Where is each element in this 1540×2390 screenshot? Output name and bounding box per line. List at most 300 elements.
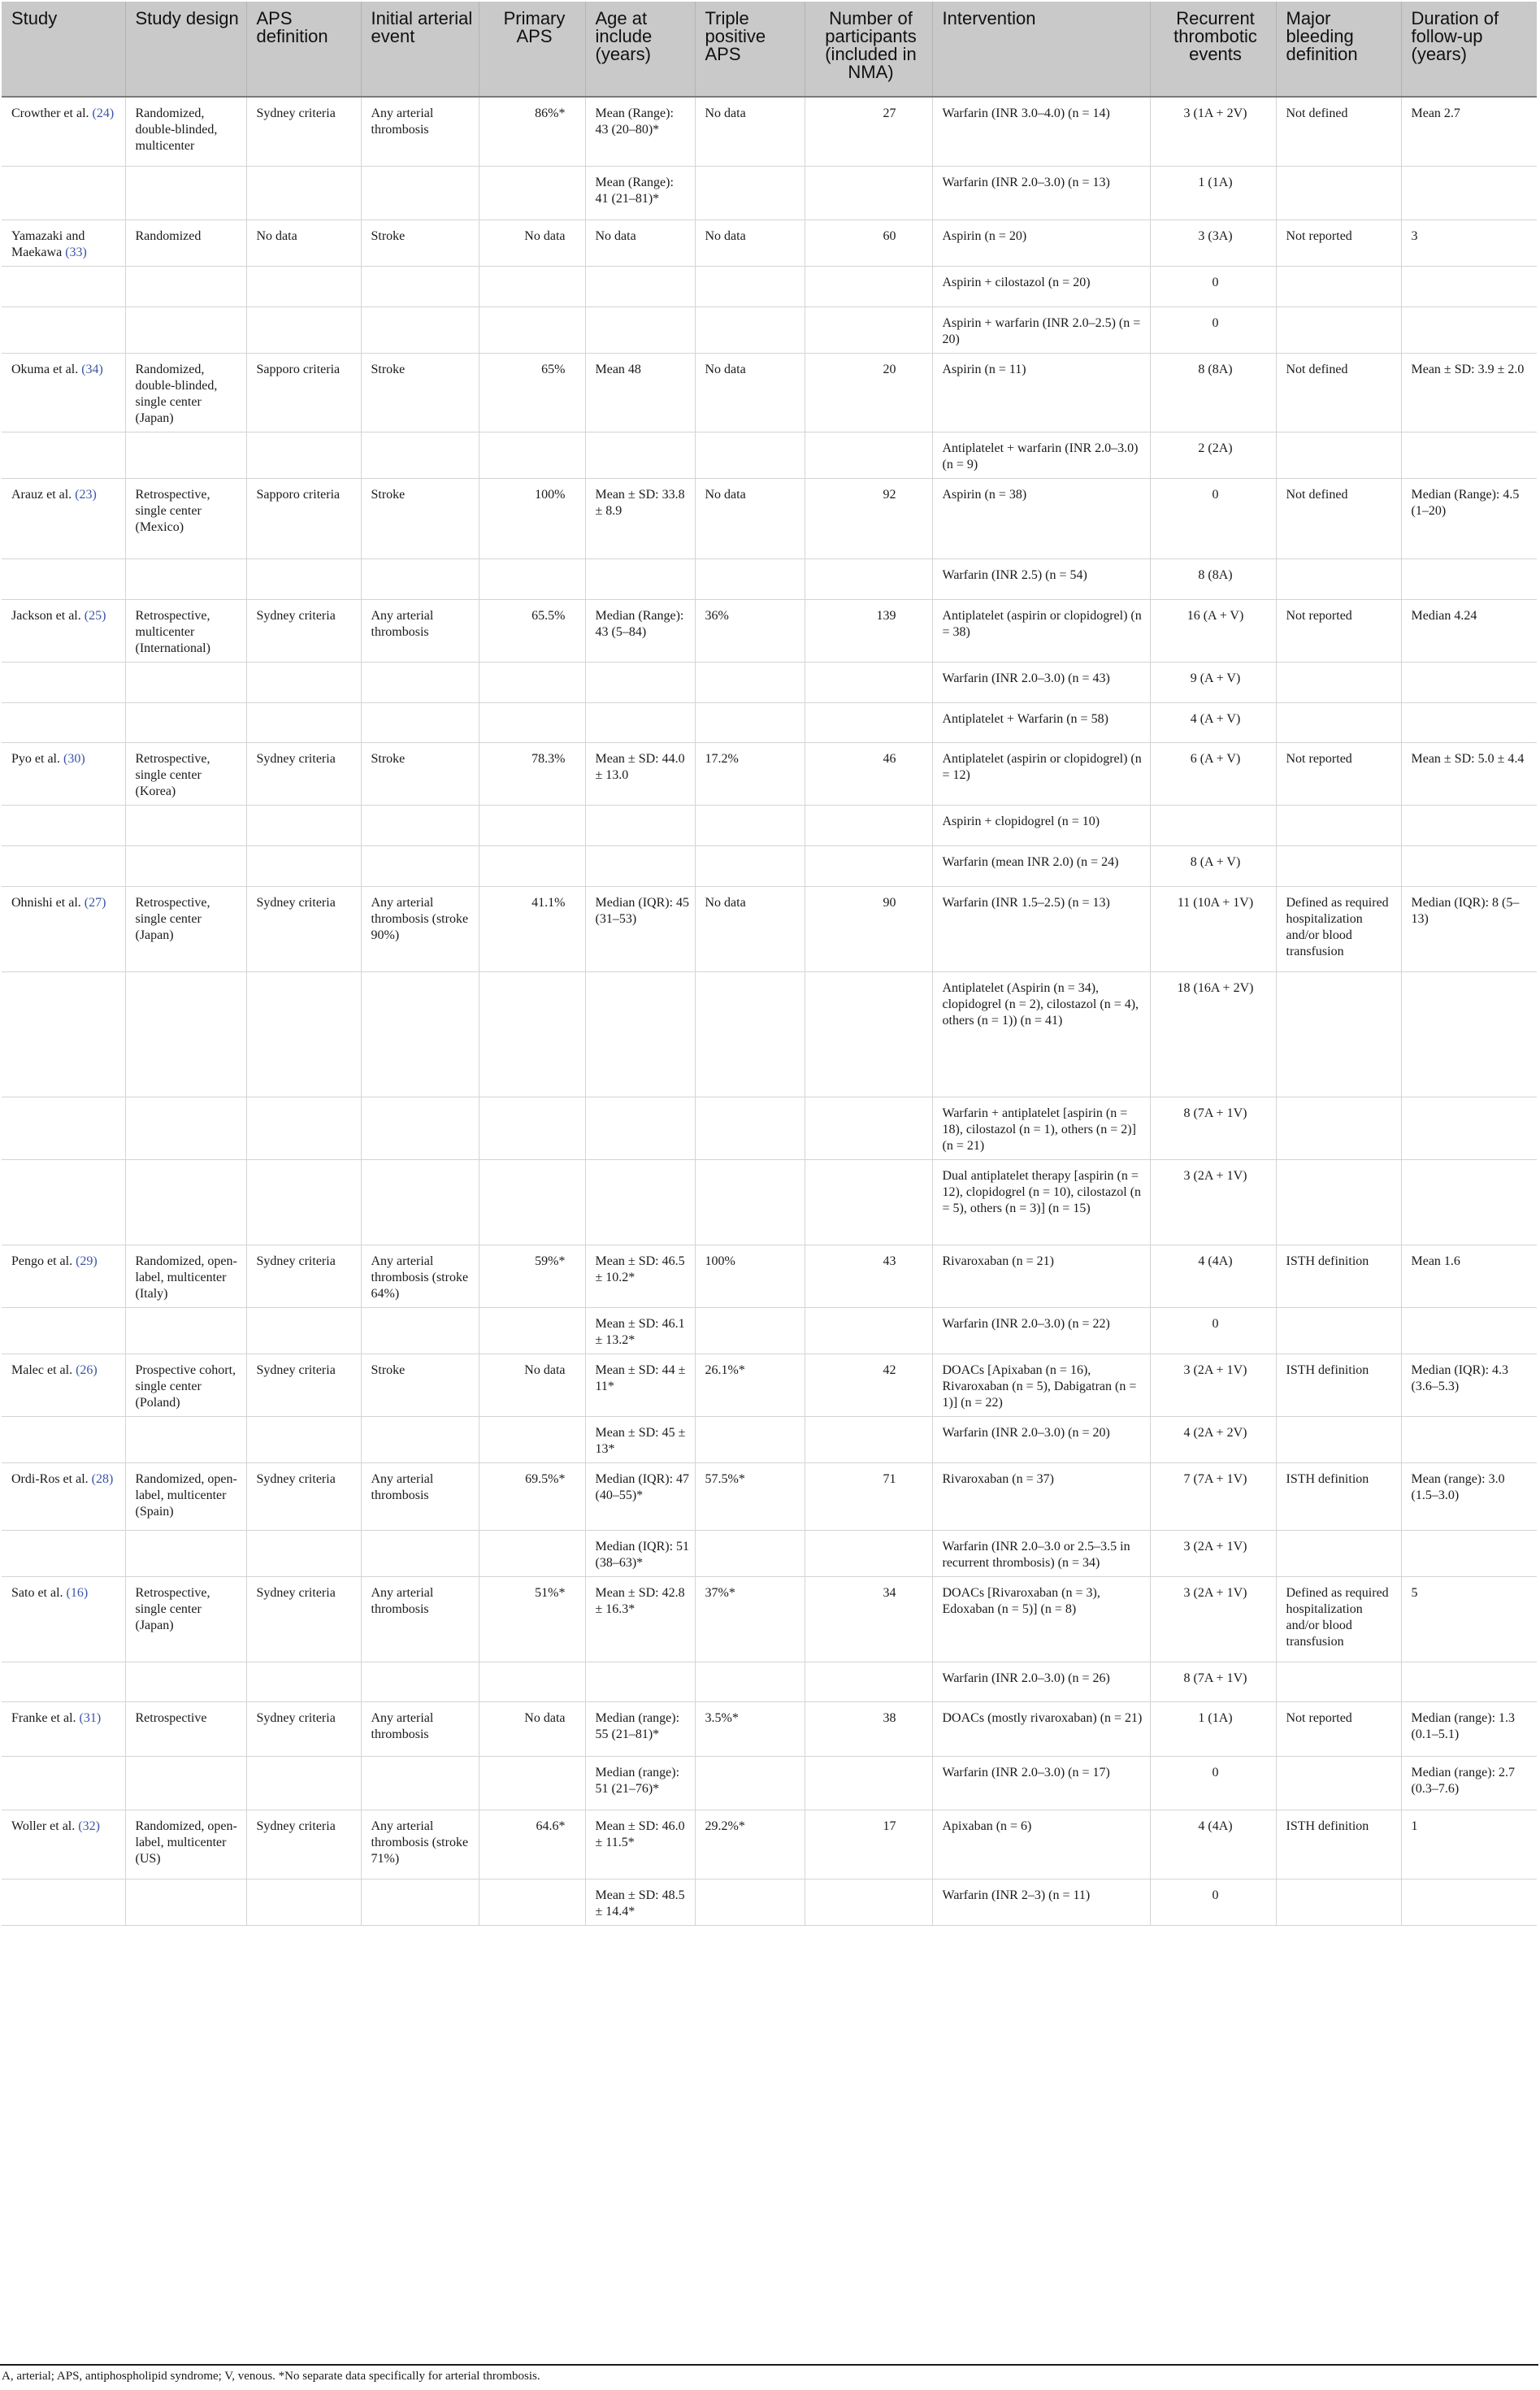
cell-triple: No data [695,886,805,971]
cell-n [805,971,932,1097]
cell-duration [1401,432,1537,478]
cell-apsdef: No data [246,220,361,267]
cell-triple: No data [695,478,805,558]
cell-recurrent: 1 (1A) [1150,167,1276,220]
cell-event: Any arterial thrombosis (stroke 64%) [361,1245,479,1307]
cell-triple [695,1160,805,1245]
cell-duration: Mean ± SD: 5.0 ± 4.4 [1401,743,1537,806]
cell-recurrent: 3 (1A + 2V) [1150,97,1276,167]
cell-primary: No data [479,220,585,267]
cell-study [2,559,125,600]
cell-duration [1401,167,1537,220]
cell-intervention: Aspirin + cilostazol (n = 20) [932,267,1150,307]
cell-duration [1401,1662,1537,1702]
reference-link[interactable]: (32) [78,1819,100,1833]
cell-event: Stroke [361,1354,479,1416]
cell-intervention: Antiplatelet (aspirin or clopidogrel) (n = 12) [932,743,1150,806]
cell-n [805,267,932,307]
cell-triple [695,1662,805,1702]
table-row [2,1416,1537,1462]
reference-link[interactable]: (33) [65,246,87,260]
cell-study [2,846,125,887]
cell-primary [479,1530,585,1576]
table-row [2,662,1537,702]
cell-intervention: Rivaroxaban (n = 37) [932,1462,1150,1530]
table-row [2,702,1537,743]
cell-recurrent: 0 [1150,1307,1276,1354]
cell-triple: 37%* [695,1576,805,1662]
reference-link[interactable]: (23) [75,487,97,502]
cell-recurrent [1150,806,1276,846]
reference-link[interactable]: (29) [76,1254,98,1268]
cell-intervention: Dual antiplatelet therapy [aspirin (n = 12), clopidogrel (n = 10), cilostazol (n = 5), others (n = 3)] (n = 15) [932,1160,1150,1245]
cell-triple [695,167,805,220]
cell-primary [479,267,585,307]
cell-age: Median (range): 55 (21–81)* [585,1702,695,1756]
cell-study [2,1530,125,1576]
cell-triple [695,1307,805,1354]
table-row [2,353,1537,432]
reference-link[interactable]: (25) [84,608,106,623]
cell-bleeding [1276,662,1401,702]
cell-n [805,1879,932,1926]
cell-triple: 100% [695,1245,805,1307]
cell-duration [1401,1530,1537,1576]
cell-study [2,353,125,432]
table-row [2,846,1537,887]
cell-bleeding: Not reported [1276,220,1401,267]
cell-triple [695,662,805,702]
cell-bleeding [1276,559,1401,600]
cell-study [2,1307,125,1354]
cell-design: Randomized, open-label, multicenter (Italy) [125,1245,246,1307]
cell-apsdef: Sydney criteria [246,97,361,167]
cell-n [805,702,932,743]
cell-recurrent: 7 (7A + 1V) [1150,1462,1276,1530]
cell-event: Any arterial thrombosis [361,1702,479,1756]
cell-primary: 41.1% [479,886,585,971]
cell-apsdef: Sydney criteria [246,1702,361,1756]
header-cell: Age at include (years) [585,2,695,97]
study-name: Jackson et al. [11,608,81,623]
cell-recurrent: 4 (4A) [1150,1245,1276,1307]
study-name: Franke et al. [11,1711,76,1726]
cell-event: Any arterial thrombosis [361,97,479,167]
cell-design [125,1307,246,1354]
cell-apsdef [246,846,361,887]
reference-link[interactable]: (28) [91,1471,114,1486]
reference-link[interactable]: (24) [92,106,115,120]
cell-age: Median (Range): 43 (5–84) [585,599,695,662]
cell-recurrent: 0 [1150,478,1276,558]
cell-age: Mean ± SD: 48.5 ± 14.4* [585,1879,695,1926]
cell-event: Stroke [361,220,479,267]
cell-n: 42 [805,1354,932,1416]
cell-duration [1401,306,1537,353]
cell-triple: 36% [695,599,805,662]
cell-intervention: DOACs (mostly rivaroxaban) (n = 21) [932,1702,1150,1756]
cell-design [125,1662,246,1702]
study-name: Yamazaki and Maekawa [11,229,85,260]
cell-event [361,1097,479,1160]
cell-design [125,1160,246,1245]
cell-event [361,559,479,600]
header-cell: APS definition [246,2,361,97]
cell-age: Median (range): 51 (21–76)* [585,1756,695,1810]
cell-triple: 57.5%* [695,1462,805,1530]
cell-design [125,1416,246,1462]
header-cell: Recurrent thrombotic events [1150,2,1276,97]
cell-bleeding [1276,1756,1401,1810]
cell-apsdef: Sydney criteria [246,743,361,806]
table-row [2,886,1537,971]
cell-recurrent: 16 (A + V) [1150,599,1276,662]
header-cell: Number of participants (included in NMA) [805,2,932,97]
cell-study [2,702,125,743]
table-row [2,1245,1537,1307]
cell-bleeding: ISTH definition [1276,1354,1401,1416]
cell-intervention: Apixaban (n = 6) [932,1810,1150,1879]
cell-apsdef [246,306,361,353]
cell-apsdef [246,971,361,1097]
cell-duration [1401,1307,1537,1354]
cell-study [2,1416,125,1462]
cell-bleeding [1276,1416,1401,1462]
cell-apsdef [246,1879,361,1926]
cell-age [585,1097,695,1160]
cell-n [805,1756,932,1810]
study-name: Pyo et al. [11,752,60,767]
cell-triple: No data [695,353,805,432]
cell-primary: No data [479,1702,585,1756]
table-row [2,220,1537,267]
cell-bleeding: Defined as required hospitalization and/or blood transfusion [1276,1576,1401,1662]
table-row [2,1810,1537,1879]
cell-study [2,599,125,662]
cell-n: 43 [805,1245,932,1307]
cell-triple [695,1416,805,1462]
cell-duration [1401,267,1537,307]
cell-n: 27 [805,97,932,167]
cell-recurrent: 3 (2A + 1V) [1150,1160,1276,1245]
cell-apsdef: Sydney criteria [246,1462,361,1530]
cell-study [2,478,125,558]
cell-intervention: Aspirin + warfarin (INR 2.0–2.5) (n = 20) [932,306,1150,353]
cell-bleeding [1276,1530,1401,1576]
table-row [2,1662,1537,1702]
cell-duration [1401,1097,1537,1160]
cell-n: 17 [805,1810,932,1879]
cell-n [805,1662,932,1702]
cell-intervention: DOACs [Rivaroxaban (n = 3), Edoxaban (n = 5)] (n = 8) [932,1576,1150,1662]
cell-design: Retrospective, single center (Japan) [125,886,246,971]
table-row [2,1097,1537,1160]
cell-design: Randomized, open-label, multicenter (US) [125,1810,246,1879]
cell-event: Stroke [361,743,479,806]
cell-primary: 69.5%* [479,1462,585,1530]
cell-duration [1401,702,1537,743]
table-row [2,1702,1537,1756]
cell-apsdef [246,1160,361,1245]
cell-intervention: Antiplatelet (aspirin or clopidogrel) (n = 38) [932,599,1150,662]
cell-event [361,167,479,220]
cell-bleeding [1276,806,1401,846]
cell-age [585,1662,695,1702]
cell-apsdef: Sydney criteria [246,1354,361,1416]
cell-study [2,1879,125,1926]
cell-duration: Median (range): 2.7 (0.3–7.6) [1401,1756,1537,1810]
study-name: Okuma et al. [11,362,79,376]
cell-n: 38 [805,1702,932,1756]
cell-bleeding [1276,971,1401,1097]
cell-triple [695,432,805,478]
cell-bleeding: ISTH definition [1276,1462,1401,1530]
cell-duration [1401,846,1537,887]
cell-event: Stroke [361,478,479,558]
cell-intervention: Aspirin (n = 20) [932,220,1150,267]
cell-age [585,702,695,743]
cell-event: Any arterial thrombosis (stroke 71%) [361,1810,479,1879]
cell-recurrent: 4 (4A) [1150,1810,1276,1879]
cell-event: Any arterial thrombosis [361,1462,479,1530]
cell-recurrent: 8 (8A) [1150,559,1276,600]
cell-primary: 65.5% [479,599,585,662]
cell-design [125,1879,246,1926]
cell-intervention: Warfarin (INR 2.0–3.0) (n = 20) [932,1416,1150,1462]
study-name: Malec et al. [11,1362,73,1377]
cell-intervention: Warfarin (INR 2.0–3.0) (n = 17) [932,1756,1150,1810]
cell-n [805,1530,932,1576]
cell-intervention: Warfarin (INR 2–3) (n = 11) [932,1879,1150,1926]
study-characteristics-table [2,2,1537,1926]
cell-triple: 3.5%* [695,1702,805,1756]
table-row [2,1576,1537,1662]
cell-recurrent: 0 [1150,306,1276,353]
table-footnote: A, arterial; APS, antiphospholipid syndrome; V, venous. *No separate data specifically for arterial thrombosis. [2,2370,540,2383]
cell-n [805,1097,932,1160]
reference-link[interactable]: (30) [63,752,85,767]
cell-bleeding: Not defined [1276,478,1401,558]
cell-age: Mean ± SD: 46.5 ± 10.2* [585,1245,695,1307]
cell-study [2,1160,125,1245]
cell-bleeding: Not defined [1276,353,1401,432]
cell-triple [695,1097,805,1160]
cell-duration: Mean (range): 3.0 (1.5–3.0) [1401,1462,1537,1530]
cell-primary [479,432,585,478]
cell-event [361,306,479,353]
cell-intervention: Warfarin (INR 2.0–3.0) (n = 13) [932,167,1150,220]
cell-study [2,1702,125,1756]
cell-event [361,806,479,846]
cell-age: Median (IQR): 45 (31–53) [585,886,695,971]
reference-link[interactable]: (34) [81,362,103,376]
reference-link[interactable]: (31) [79,1711,102,1726]
cell-study [2,1462,125,1530]
cell-age: Mean 48 [585,353,695,432]
header-cell: Study design [125,2,246,97]
cell-event [361,1160,479,1245]
cell-design: Randomized [125,220,246,267]
cell-triple [695,267,805,307]
table-row [2,97,1537,167]
study-name: Woller et al. [11,1819,76,1833]
cell-recurrent: 18 (16A + 2V) [1150,971,1276,1097]
cell-triple [695,971,805,1097]
cell-triple [695,1756,805,1810]
cell-primary [479,971,585,1097]
cell-n: 139 [805,599,932,662]
cell-design [125,806,246,846]
cell-event [361,971,479,1097]
cell-intervention: Antiplatelet (Aspirin (n = 34), clopidogrel (n = 2), cilostazol (n = 4), others (n = 1)) (n = 41) [932,971,1150,1097]
cell-apsdef: Sapporo criteria [246,478,361,558]
cell-triple [695,702,805,743]
cell-duration: Median (Range): 4.5 (1–20) [1401,478,1537,558]
cell-n [805,559,932,600]
study-name: Sato et al. [11,1585,63,1600]
cell-intervention: Antiplatelet + warfarin (INR 2.0–3.0) (n = 9) [932,432,1150,478]
cell-triple: No data [695,220,805,267]
cell-bleeding [1276,1160,1401,1245]
cell-n: 90 [805,886,932,971]
cell-recurrent: 4 (2A + 2V) [1150,1416,1276,1462]
cell-age [585,971,695,1097]
cell-apsdef [246,806,361,846]
cell-apsdef: Sydney criteria [246,1245,361,1307]
cell-duration: 1 [1401,1810,1537,1879]
cell-study [2,267,125,307]
cell-design [125,702,246,743]
cell-study [2,886,125,971]
table-row [2,971,1537,1097]
cell-bleeding: Not defined [1276,97,1401,167]
cell-event: Any arterial thrombosis [361,599,479,662]
cell-event: Any arterial thrombosis (stroke 90%) [361,886,479,971]
cell-n [805,1307,932,1354]
cell-primary [479,662,585,702]
cell-design: Randomized, double-blinded, single center (Japan) [125,353,246,432]
cell-apsdef [246,167,361,220]
cell-design: Retrospective, single center (Japan) [125,1576,246,1662]
table-row [2,1530,1537,1576]
cell-apsdef: Sydney criteria [246,886,361,971]
cell-duration [1401,1879,1537,1926]
cell-duration [1401,662,1537,702]
cell-duration: Median 4.24 [1401,599,1537,662]
cell-design [125,1530,246,1576]
cell-triple [695,846,805,887]
cell-primary: 51%* [479,1576,585,1662]
cell-age: Mean ± SD: 46.1 ± 13.2* [585,1307,695,1354]
cell-event [361,662,479,702]
cell-bleeding [1276,846,1401,887]
cell-recurrent: 8 (7A + 1V) [1150,1662,1276,1702]
table-row [2,432,1537,478]
cell-bleeding: Not reported [1276,599,1401,662]
cell-event [361,267,479,307]
cell-primary [479,1097,585,1160]
cell-apsdef [246,1097,361,1160]
cell-triple: 26.1%* [695,1354,805,1416]
cell-intervention: Antiplatelet + Warfarin (n = 58) [932,702,1150,743]
table-row [2,559,1537,600]
cell-study [2,1756,125,1810]
cell-n [805,1416,932,1462]
table-row [2,743,1537,806]
cell-duration [1401,1160,1537,1245]
cell-recurrent: 0 [1150,267,1276,307]
cell-primary [479,306,585,353]
reference-link[interactable]: (16) [66,1585,89,1600]
cell-age: Mean ± SD: 33.8 ± 8.9 [585,478,695,558]
cell-n: 20 [805,353,932,432]
cell-age: Mean ± SD: 42.8 ± 16.3* [585,1576,695,1662]
cell-primary [479,559,585,600]
cell-apsdef: Sapporo criteria [246,353,361,432]
cell-apsdef: Sydney criteria [246,1810,361,1879]
cell-recurrent: 0 [1150,1879,1276,1926]
table-row [2,1879,1537,1926]
cell-apsdef [246,662,361,702]
cell-n: 60 [805,220,932,267]
cell-primary: 64.6* [479,1810,585,1879]
cell-bleeding [1276,267,1401,307]
cell-recurrent: 3 (3A) [1150,220,1276,267]
cell-age: Median (IQR): 47 (40–55)* [585,1462,695,1530]
reference-link[interactable]: (27) [84,895,106,910]
cell-study [2,1245,125,1307]
cell-recurrent: 3 (2A + 1V) [1150,1576,1276,1662]
cell-study [2,971,125,1097]
table-row [2,599,1537,662]
cell-event [361,1879,479,1926]
cell-bleeding [1276,306,1401,353]
cell-study [2,97,125,167]
cell-duration [1401,806,1537,846]
cell-primary [479,167,585,220]
header-cell: Triple positive APS [695,2,805,97]
table-row [2,1756,1537,1810]
cell-bleeding: Not reported [1276,1702,1401,1756]
reference-link[interactable]: (26) [76,1362,98,1377]
cell-age [585,806,695,846]
cell-duration: 5 [1401,1576,1537,1662]
cell-design [125,306,246,353]
study-name: Ordi-Ros et al. [11,1471,89,1486]
cell-age [585,306,695,353]
cell-age: Mean (Range): 41 (21–81)* [585,167,695,220]
cell-bleeding: ISTH definition [1276,1245,1401,1307]
cell-bleeding [1276,1307,1401,1354]
cell-triple: No data [695,97,805,167]
cell-intervention: Warfarin (INR 2.0–3.0 or 2.5–3.5 in recurrent thrombosis) (n = 34) [932,1530,1150,1576]
cell-intervention: DOACs [Apixaban (n = 16), Rivaroxaban (n = 5), Dabigatran (n = 1)] (n = 22) [932,1354,1150,1416]
cell-recurrent: 3 (2A + 1V) [1150,1530,1276,1576]
cell-recurrent: 6 (A + V) [1150,743,1276,806]
cell-primary [479,1756,585,1810]
cell-event [361,1416,479,1462]
cell-triple [695,1530,805,1576]
header-cell: Duration of follow-up (years) [1401,2,1537,97]
cell-n [805,1160,932,1245]
cell-triple [695,306,805,353]
cell-study [2,806,125,846]
table-row [2,167,1537,220]
cell-recurrent: 0 [1150,1756,1276,1810]
cell-bleeding: Defined as required hospitalization and/or blood transfusion [1276,886,1401,971]
cell-intervention: Rivaroxaban (n = 21) [932,1245,1150,1307]
cell-n: 71 [805,1462,932,1530]
